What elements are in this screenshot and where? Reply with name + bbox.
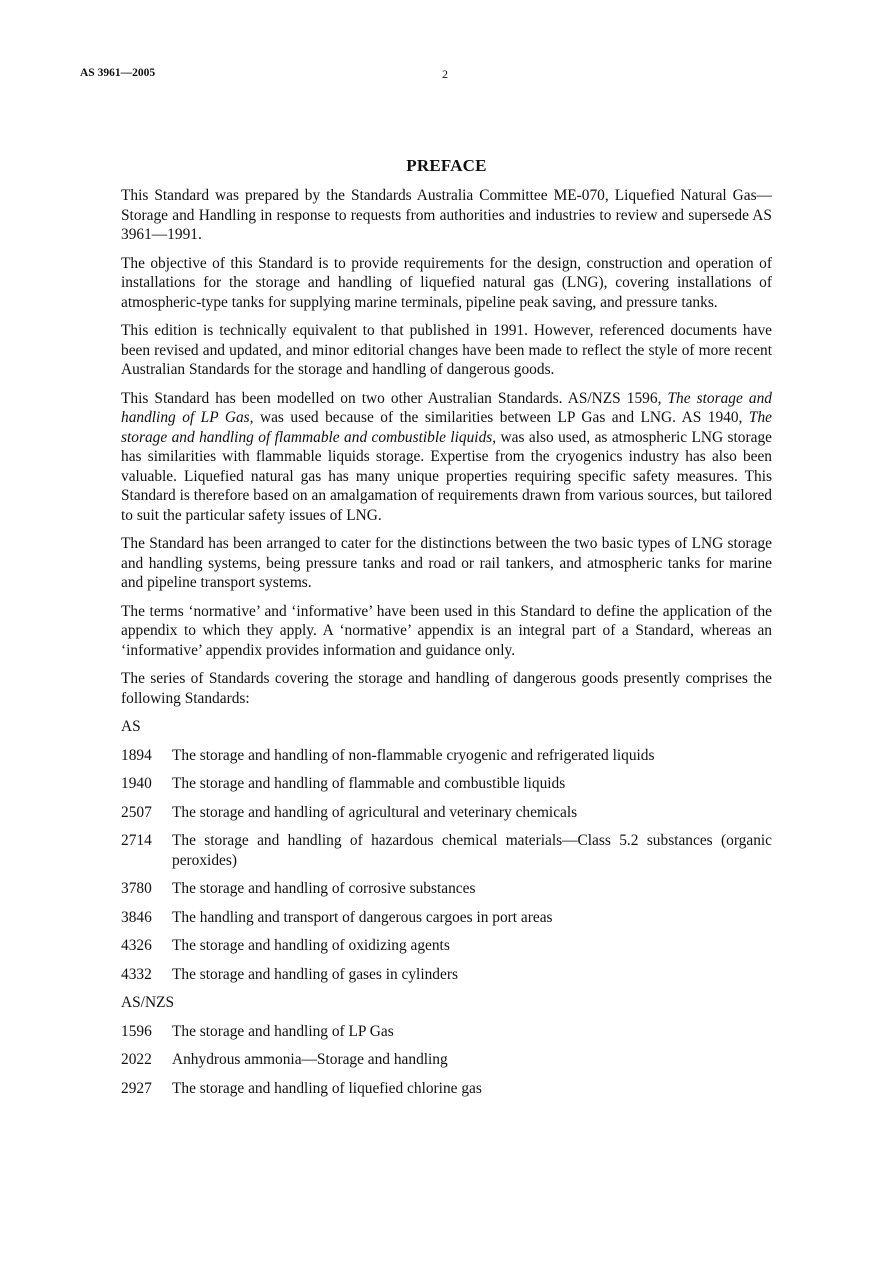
paragraph-4-text-e: , was also used, as atmospheric LNG storage has similarities with flammable liquids storage. Expertise from the cryogenics industry has also been valuable. Liquefied natural gas has many unique properties requiring specific safety measures. This Standard is therefore based on an amalgamation of requirements drawn from various sources, but tailored to suit the particular safety issues of LNG. xyxy=(121,428,772,524)
preface-paragraph-6: The terms ‘normative’ and ‘informative’ have been used in this Standard to define the application of the appendix to which they apply. A ‘normative’ appendix is an integral part of a Standard, whereas an ‘informative’ appendix provides information and guidance only. xyxy=(121,602,772,659)
standard-number: 1596 xyxy=(121,1022,152,1040)
standard-list-item xyxy=(121,803,772,823)
preface-paragraph-3: This edition is technically equivalent to that published in 1991. However, referenced documents have been revised and updated, and minor editorial changes have been made to reflect the style of more recent Australian Standards for the storage and handling of dangerous goods. xyxy=(121,322,772,378)
standard-list-item xyxy=(121,908,772,928)
paragraph-4-text-c: was used because of the similarities between LP Gas and LNG. AS 1940, xyxy=(253,409,749,426)
standard-number: 1940 xyxy=(121,775,152,792)
standard-list-item xyxy=(121,746,772,766)
standard-list-item xyxy=(121,1022,772,1042)
flammable-liquids-standard-title: The storage and handling of flammable and combustible liquids xyxy=(121,409,772,446)
standard-title: Anhydrous ammonia—Storage and handling xyxy=(172,1051,448,1068)
preface-paragraph-1: This Standard was prepared by the Standards Australia Committee ME-070, Liquefied Natural Gas—Storage and Handling in response to requests from authorities and industries to review and supersede AS 3961—1991. xyxy=(121,187,772,243)
standard-title: The storage and handling of gases in cylinders xyxy=(172,965,458,983)
as-group-label: AS xyxy=(121,718,141,735)
paragraph-4-text-a: This Standard has been modelled on two other Australian Standards. AS/NZS 1596, xyxy=(121,389,668,407)
standard-title: The storage and handling of liquefied chlorine gas xyxy=(172,1079,482,1097)
as-standards-list xyxy=(121,746,772,985)
page-title: PREFACE xyxy=(406,156,487,175)
document-id: AS 3961—2005 xyxy=(80,67,156,79)
standard-list-item xyxy=(121,965,772,985)
preface-section xyxy=(121,156,772,1107)
standard-title: The storage and handling of oxidizing agents xyxy=(172,937,450,954)
standard-number: 1894 xyxy=(121,746,152,764)
standard-title: The storage and handling of flammable and combustible liquids xyxy=(172,775,566,792)
standard-number: 4326 xyxy=(121,937,152,954)
standard-title: The handling and transport of dangerous cargoes in port areas xyxy=(172,908,553,926)
standard-list-item xyxy=(121,1050,772,1070)
standard-number: 2507 xyxy=(121,803,152,821)
standard-title: The storage and handling of corrosive substances xyxy=(172,880,476,897)
standard-list-item xyxy=(121,1079,772,1099)
standard-title: The storage and handling of LP Gas xyxy=(172,1022,394,1040)
standard-list-item xyxy=(121,879,772,899)
standard-number: 3846 xyxy=(121,908,152,926)
preface-paragraph-4 xyxy=(121,389,772,526)
running-header xyxy=(80,67,812,83)
preface-paragraph-2: The objective of this Standard is to provide requirements for the design, construction and operation of installations for the storage and handling of liquefied natural gas (LNG), covering installations of atmospheric-type tanks for supplying marine terminals, pipeline peak saving, and pressure tanks. xyxy=(121,254,772,311)
standard-title: The storage and handling of non-flammable cryogenic and refrigerated liquids xyxy=(172,746,655,764)
standard-number: 2714 xyxy=(121,832,152,849)
standard-title: The storage and handling of hazardous chemical materials—Class 5.2 substances (organic peroxides) xyxy=(172,832,772,869)
standard-number: 3780 xyxy=(121,880,152,897)
preface-paragraph-7: The series of Standards covering the storage and handling of dangerous goods presently comprises the following Standards: xyxy=(121,670,772,707)
asnzs-standards-list xyxy=(121,1022,772,1099)
preface-paragraph-5: The Standard has been arranged to cater for the distinctions between the two basic types of LNG storage and handling systems, being pressure tanks and road or rail tankers, and atmospheric tanks for marine and pipeline transport systems. xyxy=(121,535,772,591)
standard-number: 2022 xyxy=(121,1051,152,1068)
standard-list-item xyxy=(121,831,772,870)
standard-number: 2927 xyxy=(121,1079,152,1097)
page-number: 2 xyxy=(442,67,448,81)
standard-number: 4332 xyxy=(121,965,152,983)
standard-list-item xyxy=(121,774,772,794)
lp-gas-standard-title: The storage and handling of LP Gas, xyxy=(121,389,772,426)
asnzs-group-label: AS/NZS xyxy=(121,994,175,1011)
standard-title: The storage and handling of agricultural and veterinary chemicals xyxy=(172,803,578,821)
standard-list-item xyxy=(121,936,772,956)
